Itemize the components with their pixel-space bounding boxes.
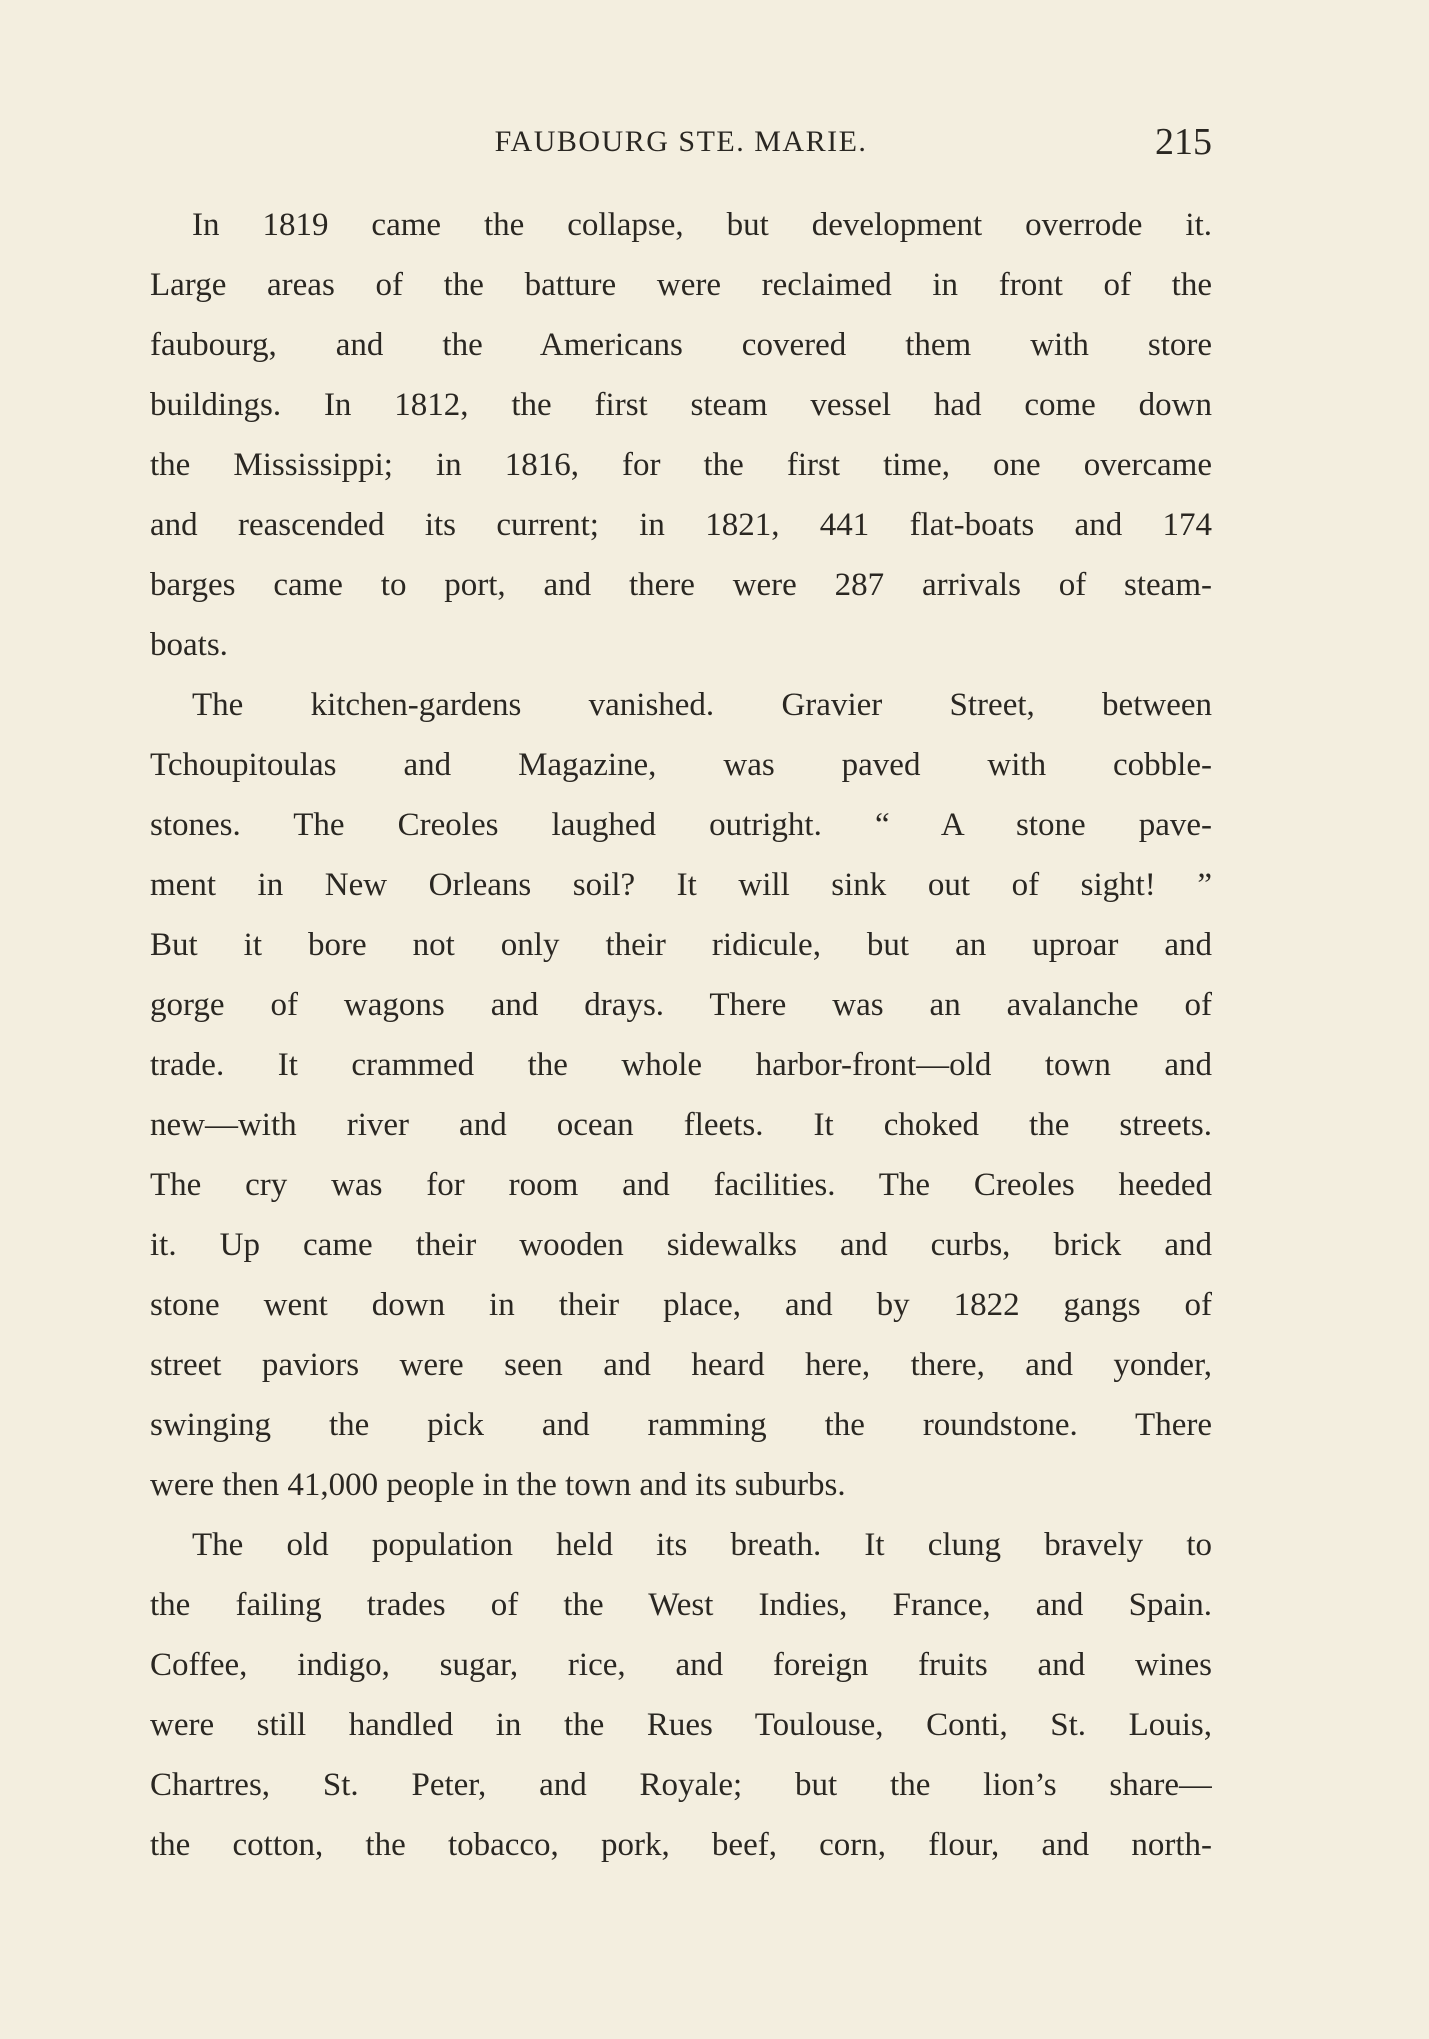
body-text <box>150 195 1212 1875</box>
text-line: stone went down in their place, and by 1822 gangs of <box>150 1287 1212 1323</box>
text-line: swinging the pick and ramming the roundstone. There <box>150 1407 1212 1443</box>
text-line: new—with river and ocean fleets. It choked the streets. <box>150 1107 1212 1143</box>
text-line: The old population held its breath. It clung bravely to <box>192 1527 1212 1563</box>
text-line: Chartres, St. Peter, and Royale; but the lion’s share— <box>150 1767 1212 1803</box>
text-line: The kitchen-gardens vanished. Gravier Street, between <box>192 687 1212 723</box>
page-number: 215 <box>1155 121 1212 163</box>
text-line: buildings. In 1812, the first steam vessel had come down <box>150 387 1212 423</box>
text-line: were then 41,000 people in the town and its suburbs. <box>150 1467 846 1503</box>
text-line: faubourg, and the Americans covered them with store <box>150 327 1212 363</box>
text-line: ment in New Orleans soil? It will sink out of sight! ” <box>150 867 1212 903</box>
text-line: stones. The Creoles laughed outright. “ A stone pave- <box>150 807 1212 843</box>
text-line: and reascended its current; in 1821, 441 flat-boats and 174 <box>150 507 1212 543</box>
text-line: Coffee, indigo, sugar, rice, and foreign fruits and wines <box>150 1647 1212 1683</box>
text-line: In 1819 came the collapse, but development overrode it. <box>192 207 1212 243</box>
text-line: trade. It crammed the whole harbor-front—old town and <box>150 1047 1212 1083</box>
text-line: were still handled in the Rues Toulouse, Conti, St. Louis, <box>150 1707 1212 1743</box>
text-line: barges came to port, and there were 287 arrivals of steam- <box>150 567 1212 603</box>
text-line: But it bore not only their ridicule, but an uproar and <box>150 927 1212 963</box>
text-line: Large areas of the batture were reclaimed in front of the <box>150 267 1212 303</box>
text-line: gorge of wagons and drays. There was an avalanche of <box>150 987 1212 1023</box>
text-line: street paviors were seen and heard here, there, and yonder, <box>150 1347 1212 1383</box>
text-line: The cry was for room and facilities. The Creoles heeded <box>150 1167 1212 1203</box>
text-line: the failing trades of the West Indies, France, and Spain. <box>150 1587 1212 1623</box>
running-head: FAUBOURG STE. MARIE. <box>494 125 868 158</box>
text-line: the Mississippi; in 1816, for the first time, one overcame <box>150 447 1212 483</box>
text-line: it. Up came their wooden sidewalks and curbs, brick and <box>150 1227 1212 1263</box>
text-line: the cotton, the tobacco, pork, beef, corn, flour, and north- <box>150 1827 1212 1863</box>
page-header <box>150 118 1212 166</box>
text-line: Tchoupitoulas and Magazine, was paved with cobble- <box>150 747 1212 783</box>
text-line: boats. <box>150 627 228 663</box>
